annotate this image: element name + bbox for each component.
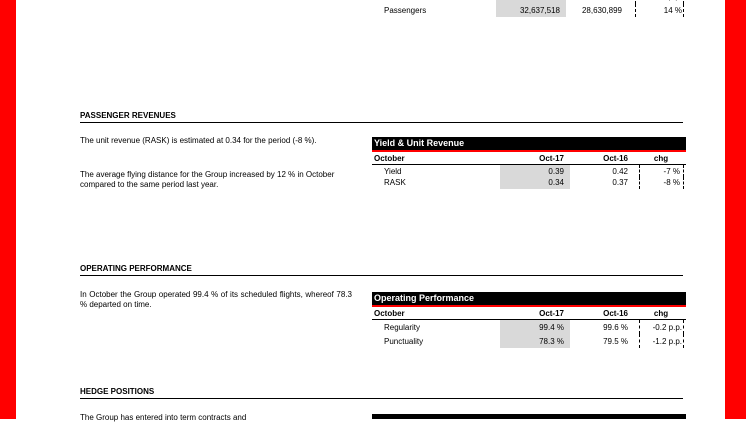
col-header-period: October [374,309,405,318]
operating-performance-table [372,292,686,348]
col-header-change: chg [653,154,669,163]
passenger-revenues-paragraph-1: The unit revenue (RASK) is estimated at 0.34 for the period (-8 %). [80,136,317,145]
col-header-change: chg [653,309,669,318]
row-label: Yield [384,167,402,176]
col-header-current: Oct-17 [539,154,564,163]
row-prev: 0.42 [612,167,628,176]
row-label: Punctuality [384,337,424,346]
row-label: RASK [384,178,406,187]
yield-unit-revenue-table [372,137,686,189]
table-row [372,334,686,348]
row-prev [562,0,622,1]
operating-performance-paragraph-1: In October the Group operated 99.4 % of its scheduled flights, whereof 78.3 % departed on time. [80,290,352,309]
col-header-previous: Oct-16 [603,309,628,318]
row-prev: 99.6 % [603,323,628,332]
table-header-row [372,152,686,165]
table-row [372,320,686,334]
row-chg: -1.2 p.p. [652,337,682,346]
table-title: Yield & Unit Revenue [372,137,686,150]
row-prev: 0.37 [612,178,628,187]
table-row [372,165,686,177]
hedge-table-header-partial [372,414,686,419]
row-prev: 79.5 % [603,337,628,346]
row-cur: 0.39 [548,167,564,176]
table-header-row [372,307,686,320]
table-row [372,4,686,17]
row-chg: -8 % [663,178,680,187]
table-title: Operating Performance [372,292,686,305]
row-cur [496,0,560,1]
passenger-revenues-paragraph-2: The average flying distance for the Group increased by 12 % in October compared to the same period last year. [80,170,335,189]
row-chg [638,0,682,1]
table-row [372,177,686,189]
row-cur: 99.4 % [539,323,564,332]
row-chg: -7 % [663,167,680,176]
hedge-positions-paragraph-1: The Group has entered into term contracts and [80,413,247,422]
right-red-border [725,0,746,419]
row-label: Regularity [384,323,421,332]
row-label: Passengers [384,6,427,15]
left-red-border [0,0,16,419]
section-title-hedge-positions: HEDGE POSITIONS [80,387,683,399]
row-chg: 14 % [663,6,682,15]
row-chg: -0.2 p.p. [652,323,682,332]
row-prev: 28,630,899 [581,6,622,15]
report-page [16,0,725,422]
row-label [384,0,424,1]
col-header-period: October [374,154,405,163]
section-title-passenger-revenues: PASSENGER REVENUES [80,111,683,123]
traffic-table-partial [372,0,686,17]
col-header-current: Oct-17 [539,309,564,318]
col-header-previous: Oct-16 [603,154,628,163]
row-cur: 78.3 % [539,337,564,346]
section-title-operating-performance: OPERATING PERFORMANCE [80,264,683,276]
row-cur: 32,637,518 [519,6,560,15]
row-cur: 0.34 [548,178,564,187]
